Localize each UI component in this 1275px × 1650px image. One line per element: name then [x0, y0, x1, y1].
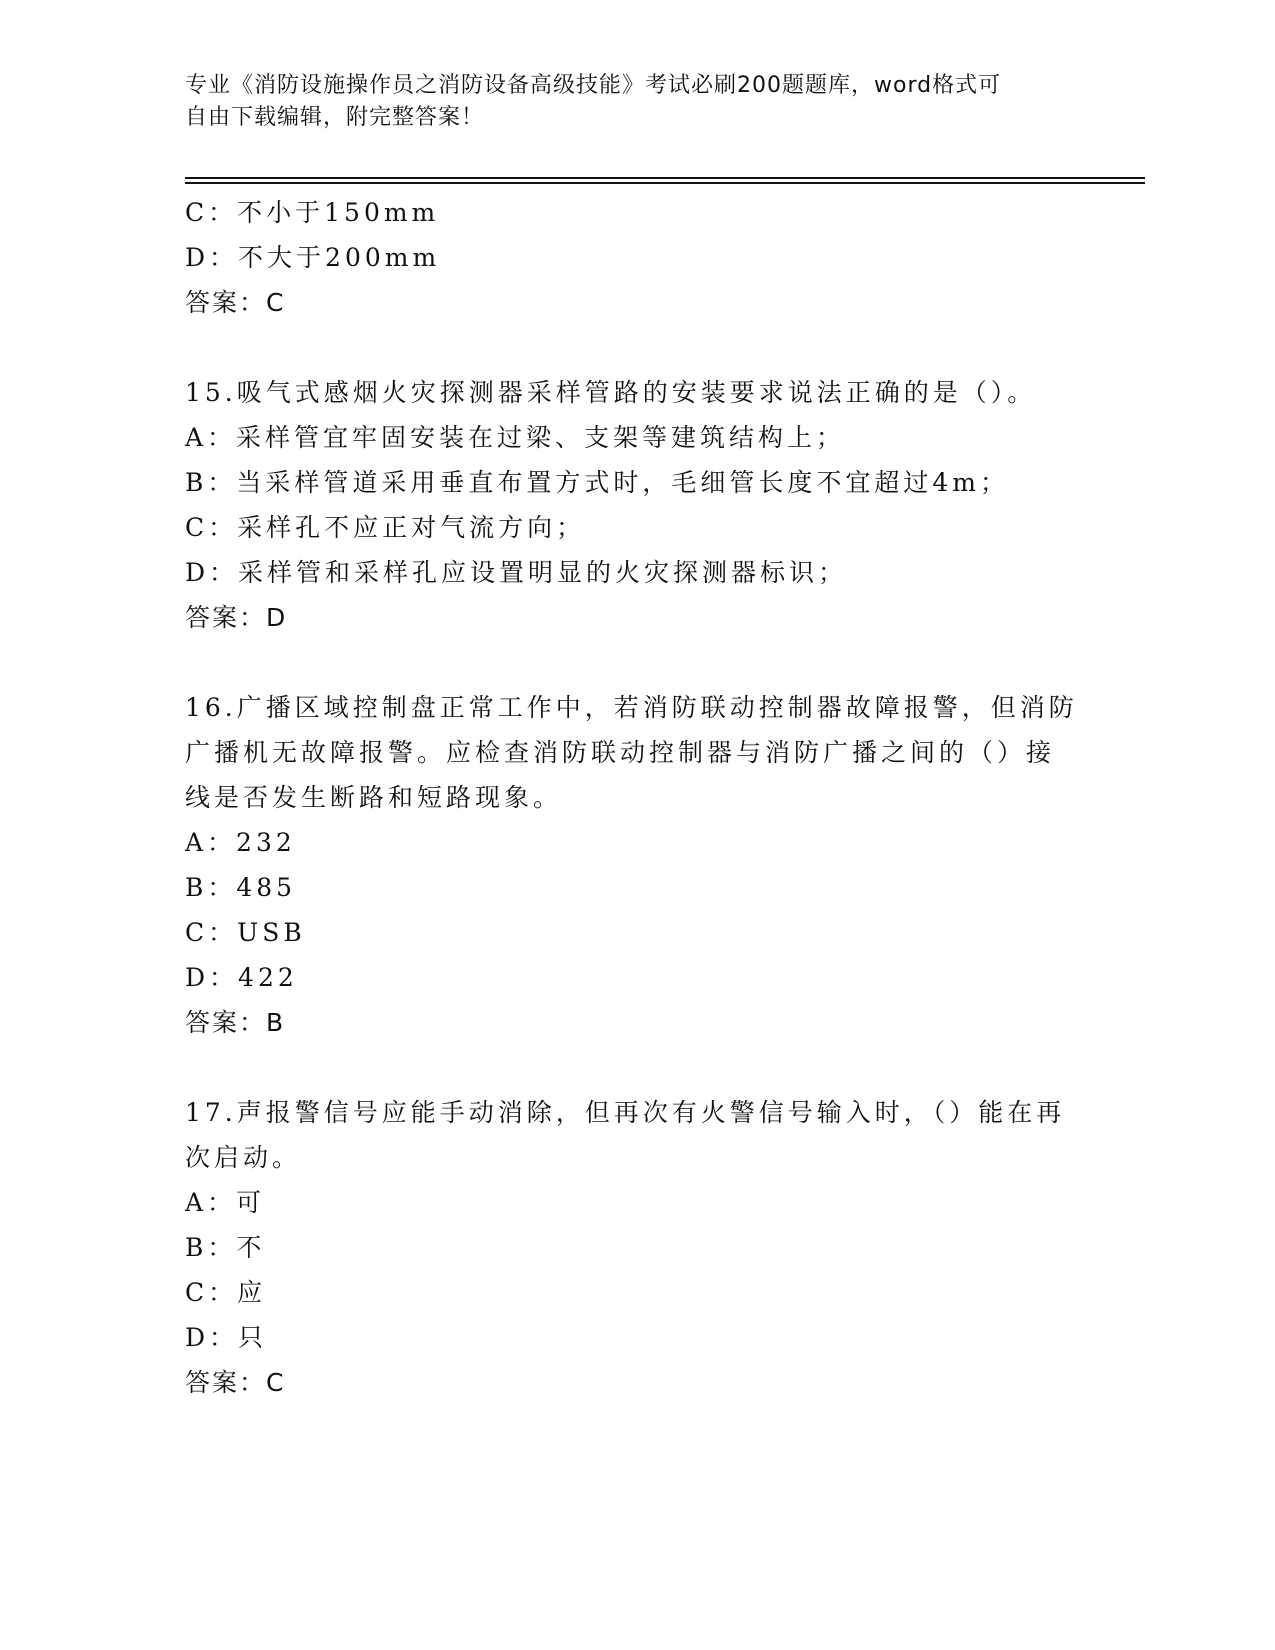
question-spacer: [185, 640, 1085, 685]
question-16: [185, 685, 1085, 1045]
q14-option-c: C：不小于150mm: [185, 198, 440, 227]
q17-option-c: C：应: [185, 1278, 267, 1307]
q16-option-c: C：USB: [185, 918, 306, 947]
header-divider-top: [185, 177, 1145, 179]
q17-option-d: D：只: [185, 1323, 268, 1352]
q16-stem-line-2: 广播机无故障报警。应检查消防联动控制器与消防广播之间的（）接: [185, 738, 1056, 767]
question-spacer: [185, 325, 1085, 370]
q15-option-d: D：采样管和采样孔应设置明显的火灾探测器标识；: [185, 558, 848, 587]
q15-stem: 15.吸气式感烟火灾探测器采样管路的安装要求说法正确的是（）。: [185, 378, 1037, 407]
q17-stem-line-1: 17.声报警信号应能手动消除，但再次有火警信号输入时，（）能在再: [185, 1098, 1066, 1127]
question-14-fragment: [185, 190, 1085, 325]
q14-option-d: D：不大于200mm: [185, 243, 441, 272]
q16-option-d: D：422: [185, 963, 298, 992]
q16-stem-line-1: 16.广播区域控制盘正常工作中，若消防联动控制器故障报警，但消防: [185, 693, 1078, 722]
q16-option-a: A：232: [185, 828, 296, 857]
header-line-1: 专业《消防设施操作员之消防设备高级技能》考试必刷200题题库，word格式可: [185, 73, 1002, 98]
q16-option-b: B：485: [185, 873, 297, 902]
q15-option-c: C：采样孔不应正对气流方向；: [185, 513, 586, 542]
question-17: [185, 1090, 1085, 1405]
question-content: [185, 190, 1085, 1405]
q16-stem-line-3: 线是否发生断路和短路现象。: [185, 783, 563, 812]
q15-option-b: B：当采样管道采用垂直布置方式时，毛细管长度不宜超过4m；: [185, 468, 1009, 497]
header-line-2: 自由下载编辑，附完整答案！: [185, 105, 485, 130]
q16-answer: 答案：B: [185, 1008, 286, 1037]
q17-stem-line-2: 次启动。: [185, 1143, 302, 1172]
q17-answer: 答案：C: [185, 1368, 286, 1397]
document-header: [185, 70, 1075, 134]
question-spacer: [185, 1045, 1085, 1090]
header-divider-bottom: [185, 182, 1145, 184]
q15-option-a: A：采样管宜牢固安装在过梁、支架等建筑结构上；: [185, 423, 846, 452]
question-15: [185, 370, 1085, 640]
q14-answer: 答案：C: [185, 288, 286, 317]
q17-option-a: A：可: [185, 1188, 266, 1217]
q17-option-b: B：不: [185, 1233, 266, 1262]
q15-answer: 答案：D: [185, 603, 288, 632]
